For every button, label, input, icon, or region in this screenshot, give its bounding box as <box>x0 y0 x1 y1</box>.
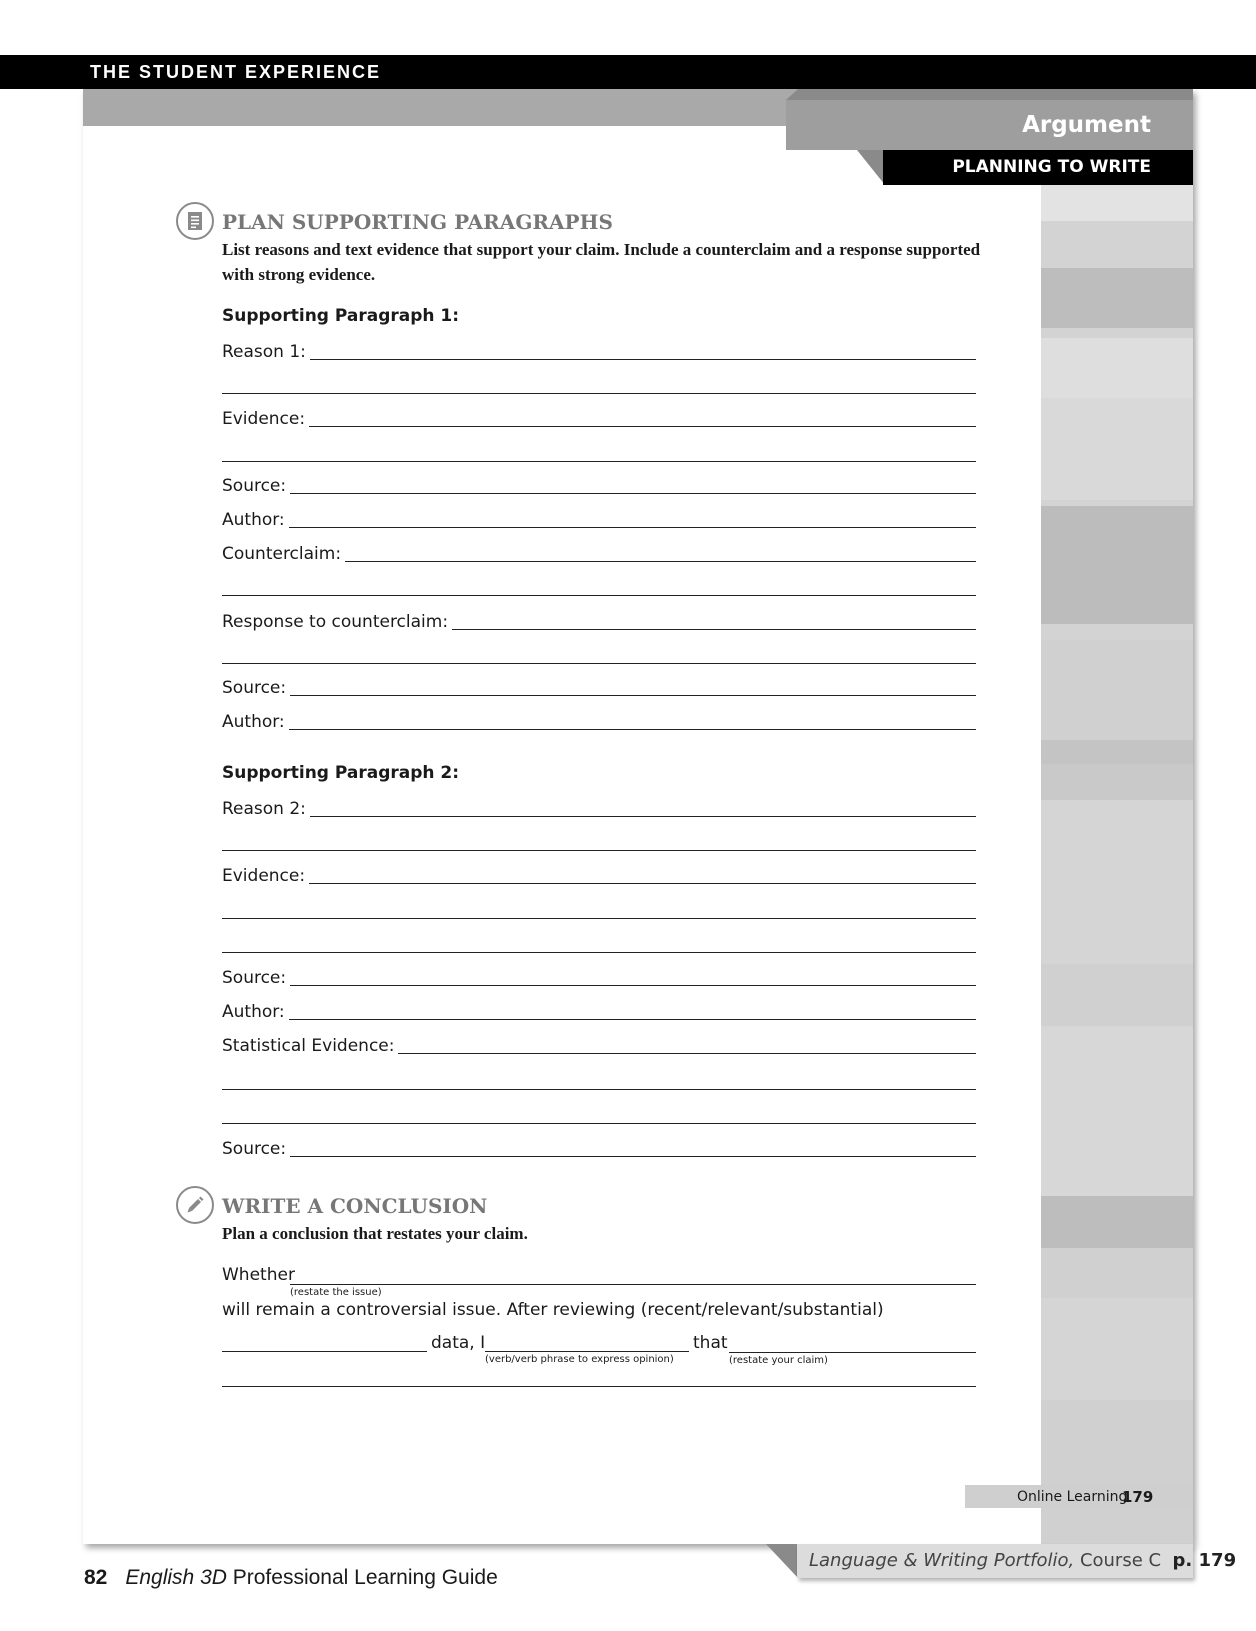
source2b-field[interactable] <box>222 1133 976 1159</box>
opinion-verb-line[interactable] <box>485 1351 689 1352</box>
conclusion-instructions: Plan a conclusion that restates your claim. <box>222 1224 528 1243</box>
field-label: Statistical Evidence: <box>222 1036 395 1056</box>
plan-section-title: PLAN SUPPORTING PARAGRAPHS <box>222 210 613 234</box>
hint-restate-claim: (restate your claim) <box>729 1355 828 1366</box>
online-learning-label: Online Learning <box>1017 1489 1128 1505</box>
pencil-icon <box>176 1186 214 1224</box>
field-label: Reason 1: <box>222 342 306 362</box>
conclusion-section-title: WRITE A CONCLUSION <box>222 1194 488 1218</box>
portfolio-tab <box>797 1544 1237 1578</box>
subcategory-title: PLANNING TO WRITE <box>952 157 1151 177</box>
writing-line[interactable] <box>222 461 976 462</box>
field-label: Source: <box>222 476 287 496</box>
portfolio-page: p. 179 <box>1172 1550 1237 1571</box>
plan-instructions: List reasons and text evidence that support your claim. Include a counterclaim and a response supported with strong evidence. <box>222 240 981 284</box>
online-learning-tab <box>965 1485 1193 1508</box>
writing-line[interactable] <box>222 1089 976 1090</box>
restate-claim-line[interactable] <box>729 1352 976 1353</box>
source1b-field[interactable] <box>222 672 976 698</box>
subcategory-tab <box>883 150 1193 185</box>
portfolio-title: Language & Writing Portfolio, <box>809 1550 1075 1571</box>
frame-that: that <box>693 1333 728 1353</box>
author2a-field[interactable] <box>222 996 976 1022</box>
field-label: Author: <box>222 510 285 530</box>
restate-issue-line[interactable] <box>290 1284 976 1285</box>
source1a-field[interactable] <box>222 470 976 496</box>
right-margin-strip <box>1041 126 1193 1544</box>
category-tab <box>786 100 1193 150</box>
field-label: Reason 2: <box>222 799 306 819</box>
category-title: Argument <box>1022 112 1151 138</box>
author1a-field[interactable] <box>222 504 976 530</box>
hint-verb-phrase: (verb/verb phrase to express opinion) <box>485 1354 674 1365</box>
field-label: Evidence: <box>222 409 306 429</box>
page-footer <box>84 1566 498 1590</box>
statistical-evidence-field[interactable] <box>222 1030 976 1056</box>
field-label: Source: <box>222 678 287 698</box>
frame-data-i: data, I <box>431 1333 486 1353</box>
writing-line[interactable] <box>222 1123 976 1124</box>
claim-continuation-line[interactable] <box>222 1386 976 1387</box>
hint-restate-issue: (restate the issue) <box>290 1287 382 1298</box>
frame-line2: will remain a controversial issue. After reviewing (recent/relevant/substantial) <box>222 1300 884 1320</box>
portfolio-tab-fold <box>766 1544 798 1578</box>
book-title: English 3D <box>125 1566 227 1589</box>
book-subtitle: Professional Learning Guide <box>226 1566 498 1589</box>
author1b-field[interactable] <box>222 706 976 732</box>
field-label: Response to counterclaim: <box>222 612 449 632</box>
top-banner <box>0 55 1256 89</box>
writing-line[interactable] <box>222 393 976 394</box>
field-label: Author: <box>222 712 285 732</box>
frame-whether: Whether <box>222 1265 295 1285</box>
evidence2-field[interactable] <box>222 860 976 886</box>
writing-line[interactable] <box>222 595 976 596</box>
online-learning-page: 179 <box>1122 1488 1154 1506</box>
portfolio-course: Course C <box>1074 1550 1162 1571</box>
evidence1-field[interactable] <box>222 403 976 429</box>
reason1-field[interactable] <box>222 336 976 362</box>
field-label: Counterclaim: <box>222 544 342 564</box>
document-icon <box>176 202 214 240</box>
field-label: Evidence: <box>222 866 306 886</box>
writing-line[interactable] <box>222 663 976 664</box>
tab-bevel <box>786 89 1193 100</box>
writing-line[interactable] <box>222 850 976 851</box>
field-label: Author: <box>222 1002 285 1022</box>
field-label: Source: <box>222 968 287 988</box>
paragraph2-heading: Supporting Paragraph 2: <box>222 763 460 783</box>
page-number: 82 <box>84 1566 108 1589</box>
section-label: THE STUDENT EXPERIENCE <box>90 62 382 82</box>
source2a-field[interactable] <box>222 962 976 988</box>
reason2-field[interactable] <box>222 793 976 819</box>
writing-line[interactable] <box>222 918 976 919</box>
counterclaim-field[interactable] <box>222 538 976 564</box>
data-type-line[interactable] <box>222 1351 427 1352</box>
writing-line[interactable] <box>222 952 976 953</box>
tab-fold <box>857 150 885 185</box>
response-field[interactable] <box>222 606 976 632</box>
field-label: Source: <box>222 1139 287 1159</box>
paragraph1-heading: Supporting Paragraph 1: <box>222 306 460 326</box>
